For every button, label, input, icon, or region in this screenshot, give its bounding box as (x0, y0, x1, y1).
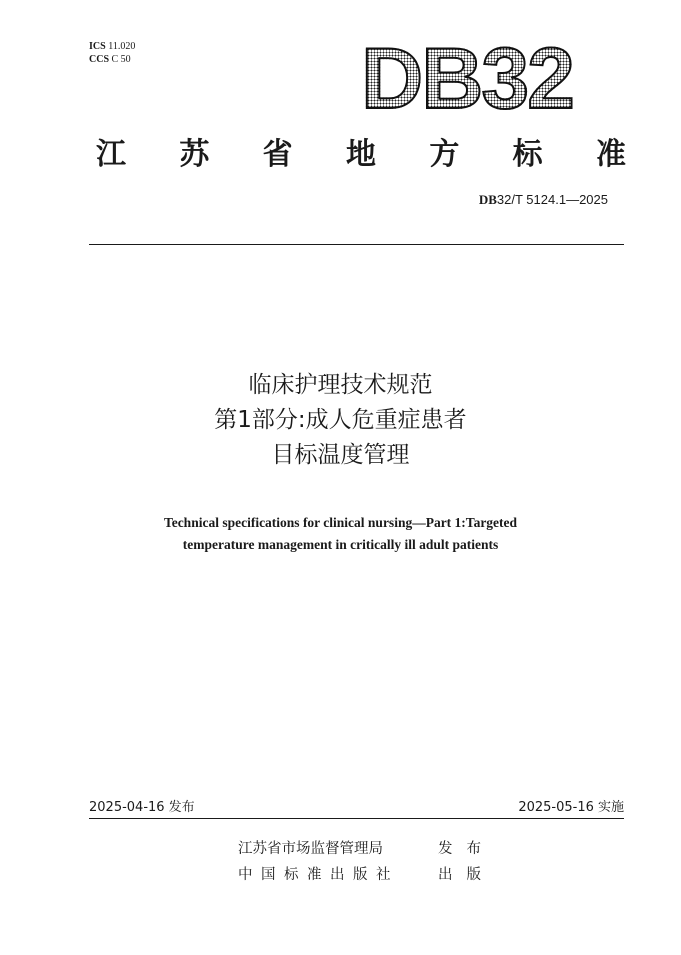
header-divider (89, 244, 624, 245)
title-line: 第1部分:成人危重症患者 (214, 407, 467, 433)
standard-number: DB32/T 5124.1—2025 (478, 192, 608, 207)
ccs-code: CCS C 50 (89, 54, 131, 65)
db32-logo: DB32 (361, 31, 573, 127)
province-title-char: 江 (96, 137, 126, 172)
issue-date: 2025-04-16 发布 (89, 800, 195, 815)
publisher-action: 发布 (438, 841, 495, 857)
province-title-char: 苏 (179, 137, 210, 172)
chinese-title (0, 368, 681, 473)
english-title-line: temperature management in critically ill adult patients (182, 537, 499, 552)
province-title-char: 方 (429, 137, 460, 172)
publisher-row (238, 836, 495, 862)
province-title-char: 地 (345, 137, 376, 172)
province-title-char: 准 (595, 137, 626, 172)
province-standard-title (96, 138, 626, 172)
implementation-date: 2025-05-16 实施 (518, 800, 624, 815)
publisher-org: 中国标准出版社 (238, 867, 399, 883)
title-line: 临床护理技术规范 (248, 372, 433, 398)
title-line: 目标温度管理 (271, 442, 410, 468)
ics-code: ICS 11.020 (89, 41, 136, 52)
english-title (0, 512, 681, 556)
province-title-char: 标 (512, 137, 543, 172)
publisher-action: 出版 (438, 867, 495, 883)
province-title-char: 省 (262, 137, 293, 172)
publisher-org: 江苏省市场监督管理局 (238, 841, 383, 857)
publishers (238, 836, 495, 888)
publisher-row (238, 862, 495, 888)
classification-codes (89, 40, 135, 66)
footer-divider (89, 818, 624, 819)
english-title-line: Technical specifications for clinical nursing—Part 1:Targeted (163, 515, 518, 530)
